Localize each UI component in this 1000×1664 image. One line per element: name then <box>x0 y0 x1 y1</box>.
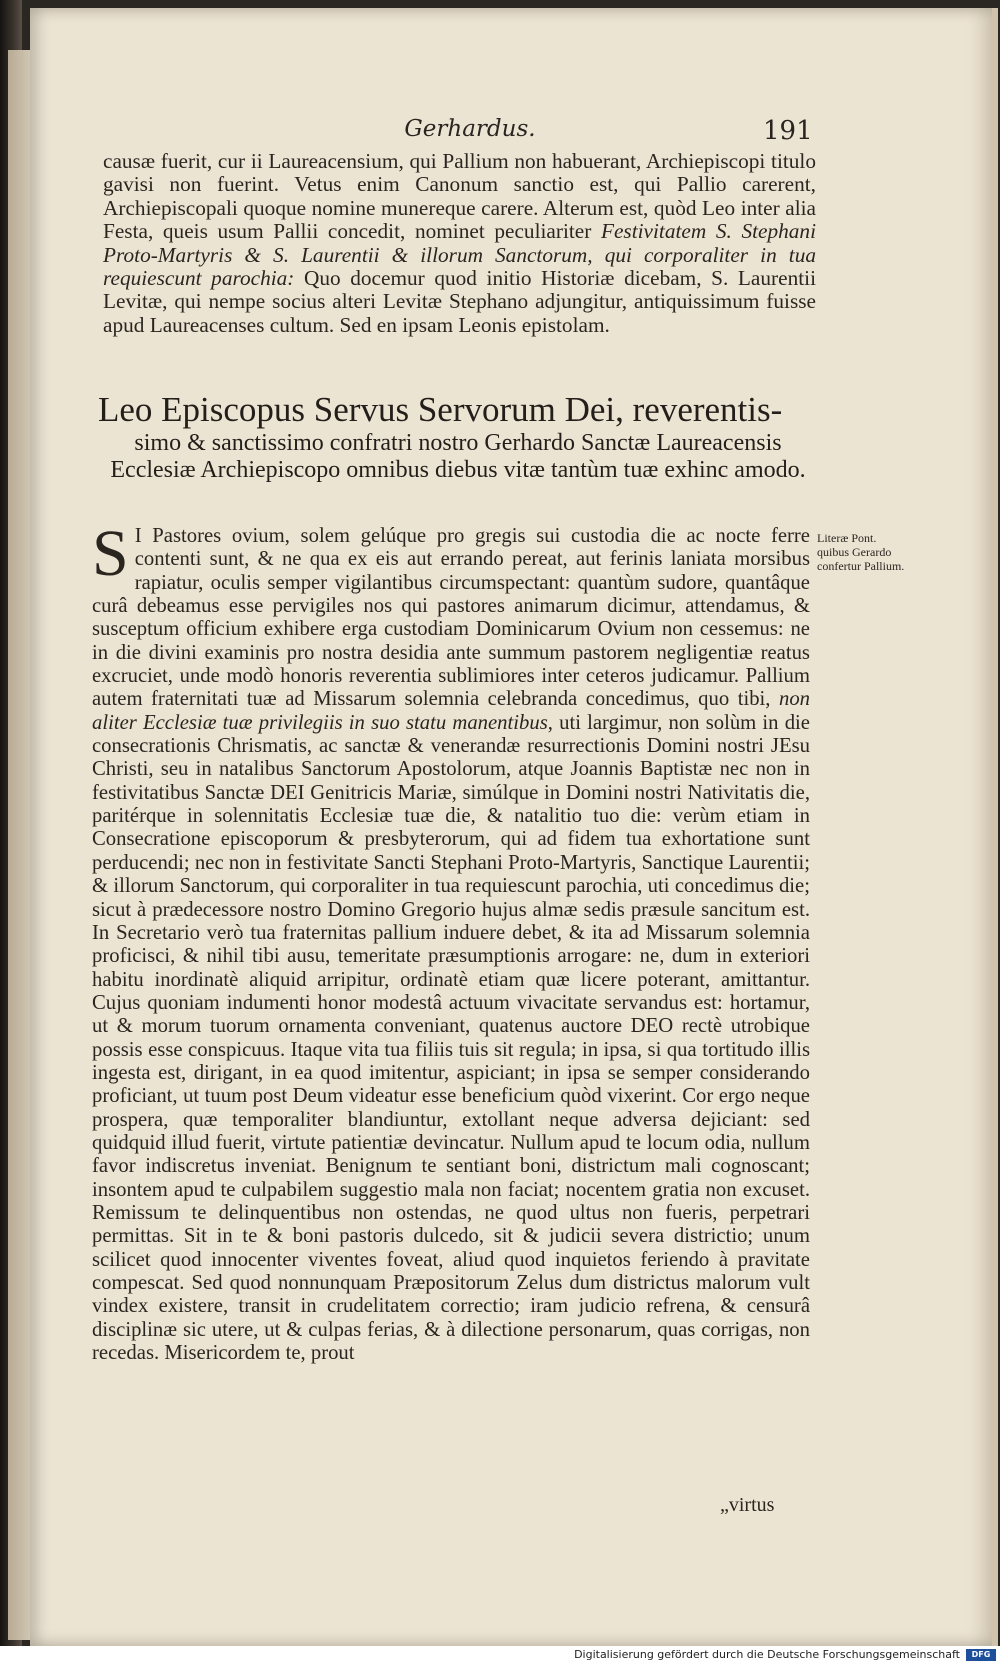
drop-cap: S <box>92 517 129 590</box>
letter-text: I Pastores ovium, solem gelúque pro gregis sui custodia die ac nocte ferre contenti sunt, & ne qua ex eis aut errando pereat, aut ferinis laniata morsibus rapiatur, oculis semper vigilantibus circumspectant: quantùm sudore, quantâque curâ debeamus esse pervigiles nos qui pastores animarum dicimur, attendamus, & susceptum officium exhibere erga custodiam Dominicarum Ovium non cessemus: ne in die divini examinis pro nostra desidia ante summum pastorem negligentiæ reatus excruciet, unde modò honoris reverentia sublimiores inter ceteros judicamur. Pallium autem fraternitati tuæ ad Missarum solemnia celebranda concedimus, quo tibi, non aliter Ecclesiæ tuæ privilegiis in suo statu manentibus, uti largimur, non solùm in die consecrationis Chrismatis, ac sanctæ & venerandæ resurrectionis Domini nostri JEsu Christi, seu in natalibus Sanctorum Apostolorum, atque Joannis Baptistæ nec non in festivitatibus Sanctæ DEI Genitricis Mariæ, simúlque in Domini nostri Nativitatis die, paritérque in solennitatis Ecclesiæ tuæ die, & natalitio tuo die: verùm etiam in Consecratione episcoporum & presbyterorum, qui ad fidem tua exhortatione sunt perducendi; nec non in festivitate Sancti Stephani Proto-Martyris, Sanctique Laurentii; & illorum Sanctorum, qui corporaliter in tua requiescunt parochia, uti concedimus die; sicut à prædecessore nostro Domino Gregorio hujus almæ sedis præsule sancitum est. In Secretario verò tua fraternitas pallium induere debet, & ita ad Missarum solemnia proficisci, & nihil tibi ausu, temeritate præsumptionis arrogare: ne, dum in exteriori habitu inordinatè aliquid arripitur, ordinatè etiam quæ licere poterant, amittantur. Cujus quoniam indumenti honor modestâ actuum vivacitate servandus est: hortamur, ut & morum tuorum ornamenta conveniant, quatenus auctore DEO rectè utrobique possis esse conspicuus. Itaque vita tua filiis tuis sit regula; in ipsa, si qua tortitudo illis ingesta est, dirigant, in ea quod imitentur, aspiciant; in ipsa se semper considerando proficiant, ut tuum post Deum videatur esse beneficium quòd vixerint. Cor ergo neque prospera, quæ temporaliter blandiuntur, extollant neque adversa dejiciant: sed quidquid illud fuerit, virtute patientiæ devincatur. Nullum apud te locum odia, nullum favor indiscretus inveniat. Benignum te sentiant boni, districtum mali cognoscant; insontem apud te culpabilem suggestio mala non faciat; nocentem gratia non excuset. Remissum te delinquentibus non ostendas, ne quod ultus non fueris, perpetrari permittas. Sit in te & boni pastoris dulcedo, sit & judicii severa districtio; unum scilicet quod innocenter viventes foveat, aliud quod inquietos feriendo à pravitate compescat. Sed quod nonnunquam Præpositorum Zelus dum districtus malorum vult vindex existere, transit in crudelitatem correctio; iram judicio refrena, & censurâ disciplinæ sic utere, ut & culpas ferias, & à dilectione personarum, quas corrigas, non recedas. Misericordem te, prout <box>92 525 810 1365</box>
dfg-logo-icon: DFG <box>966 1649 996 1661</box>
letter-heading <box>98 390 818 484</box>
running-head: Gerhardus. <box>404 116 536 142</box>
catchword: „virtus <box>720 1494 775 1516</box>
footer-credit: Digitalisierung gefördert durch die Deutsche Forschungsgemeinschaft <box>574 1648 960 1661</box>
marginal-note: Literæ Pont. quibus Gerardo confertur Pallium. <box>817 531 905 573</box>
intro-paragraph <box>103 150 816 337</box>
heading-rest: simo & sanctissimo confratri nostro Gerhardo Sanctæ Laureacensis Ecclesiæ Archiepiscopo omnibus diebus vitæ tantùm tuæ exhinc amodo. <box>110 430 806 483</box>
heading-line-1: Leo Episcopus Servus Servorum Dei, reverentis- <box>98 390 783 429</box>
intro-text: causæ fuerit, cur ii Laureacensium, qui Pallium non habuerant, Archiepiscopi titulo gavisi non fuerint. Vetus enim Canonum sanctio est, qui Pallio carerent, Archiepiscopali quoque nomine munereque carere. Alterum est, quòd Leo inter alia Festa, queis usum Pallii concedit, nominet peculiariter Festivitatem S. Stephani Proto-Martyris & S. Laurentii & illorum Sanctorum, qui corporaliter in tua requiescunt parochia: Quo docemur quod initio Historiæ dicebam, S. Laurentii Levitæ, qui nempe socius alteri Levitæ Stephano adjungitur, antiquissimum fuisse apud Laureacenses cultum. Sed en ipsam Leonis epistolam. <box>103 149 816 337</box>
book-page <box>30 8 998 1646</box>
page-number: 191 <box>763 116 813 146</box>
digitization-footer <box>0 1646 1000 1664</box>
letter-body <box>92 517 810 1365</box>
